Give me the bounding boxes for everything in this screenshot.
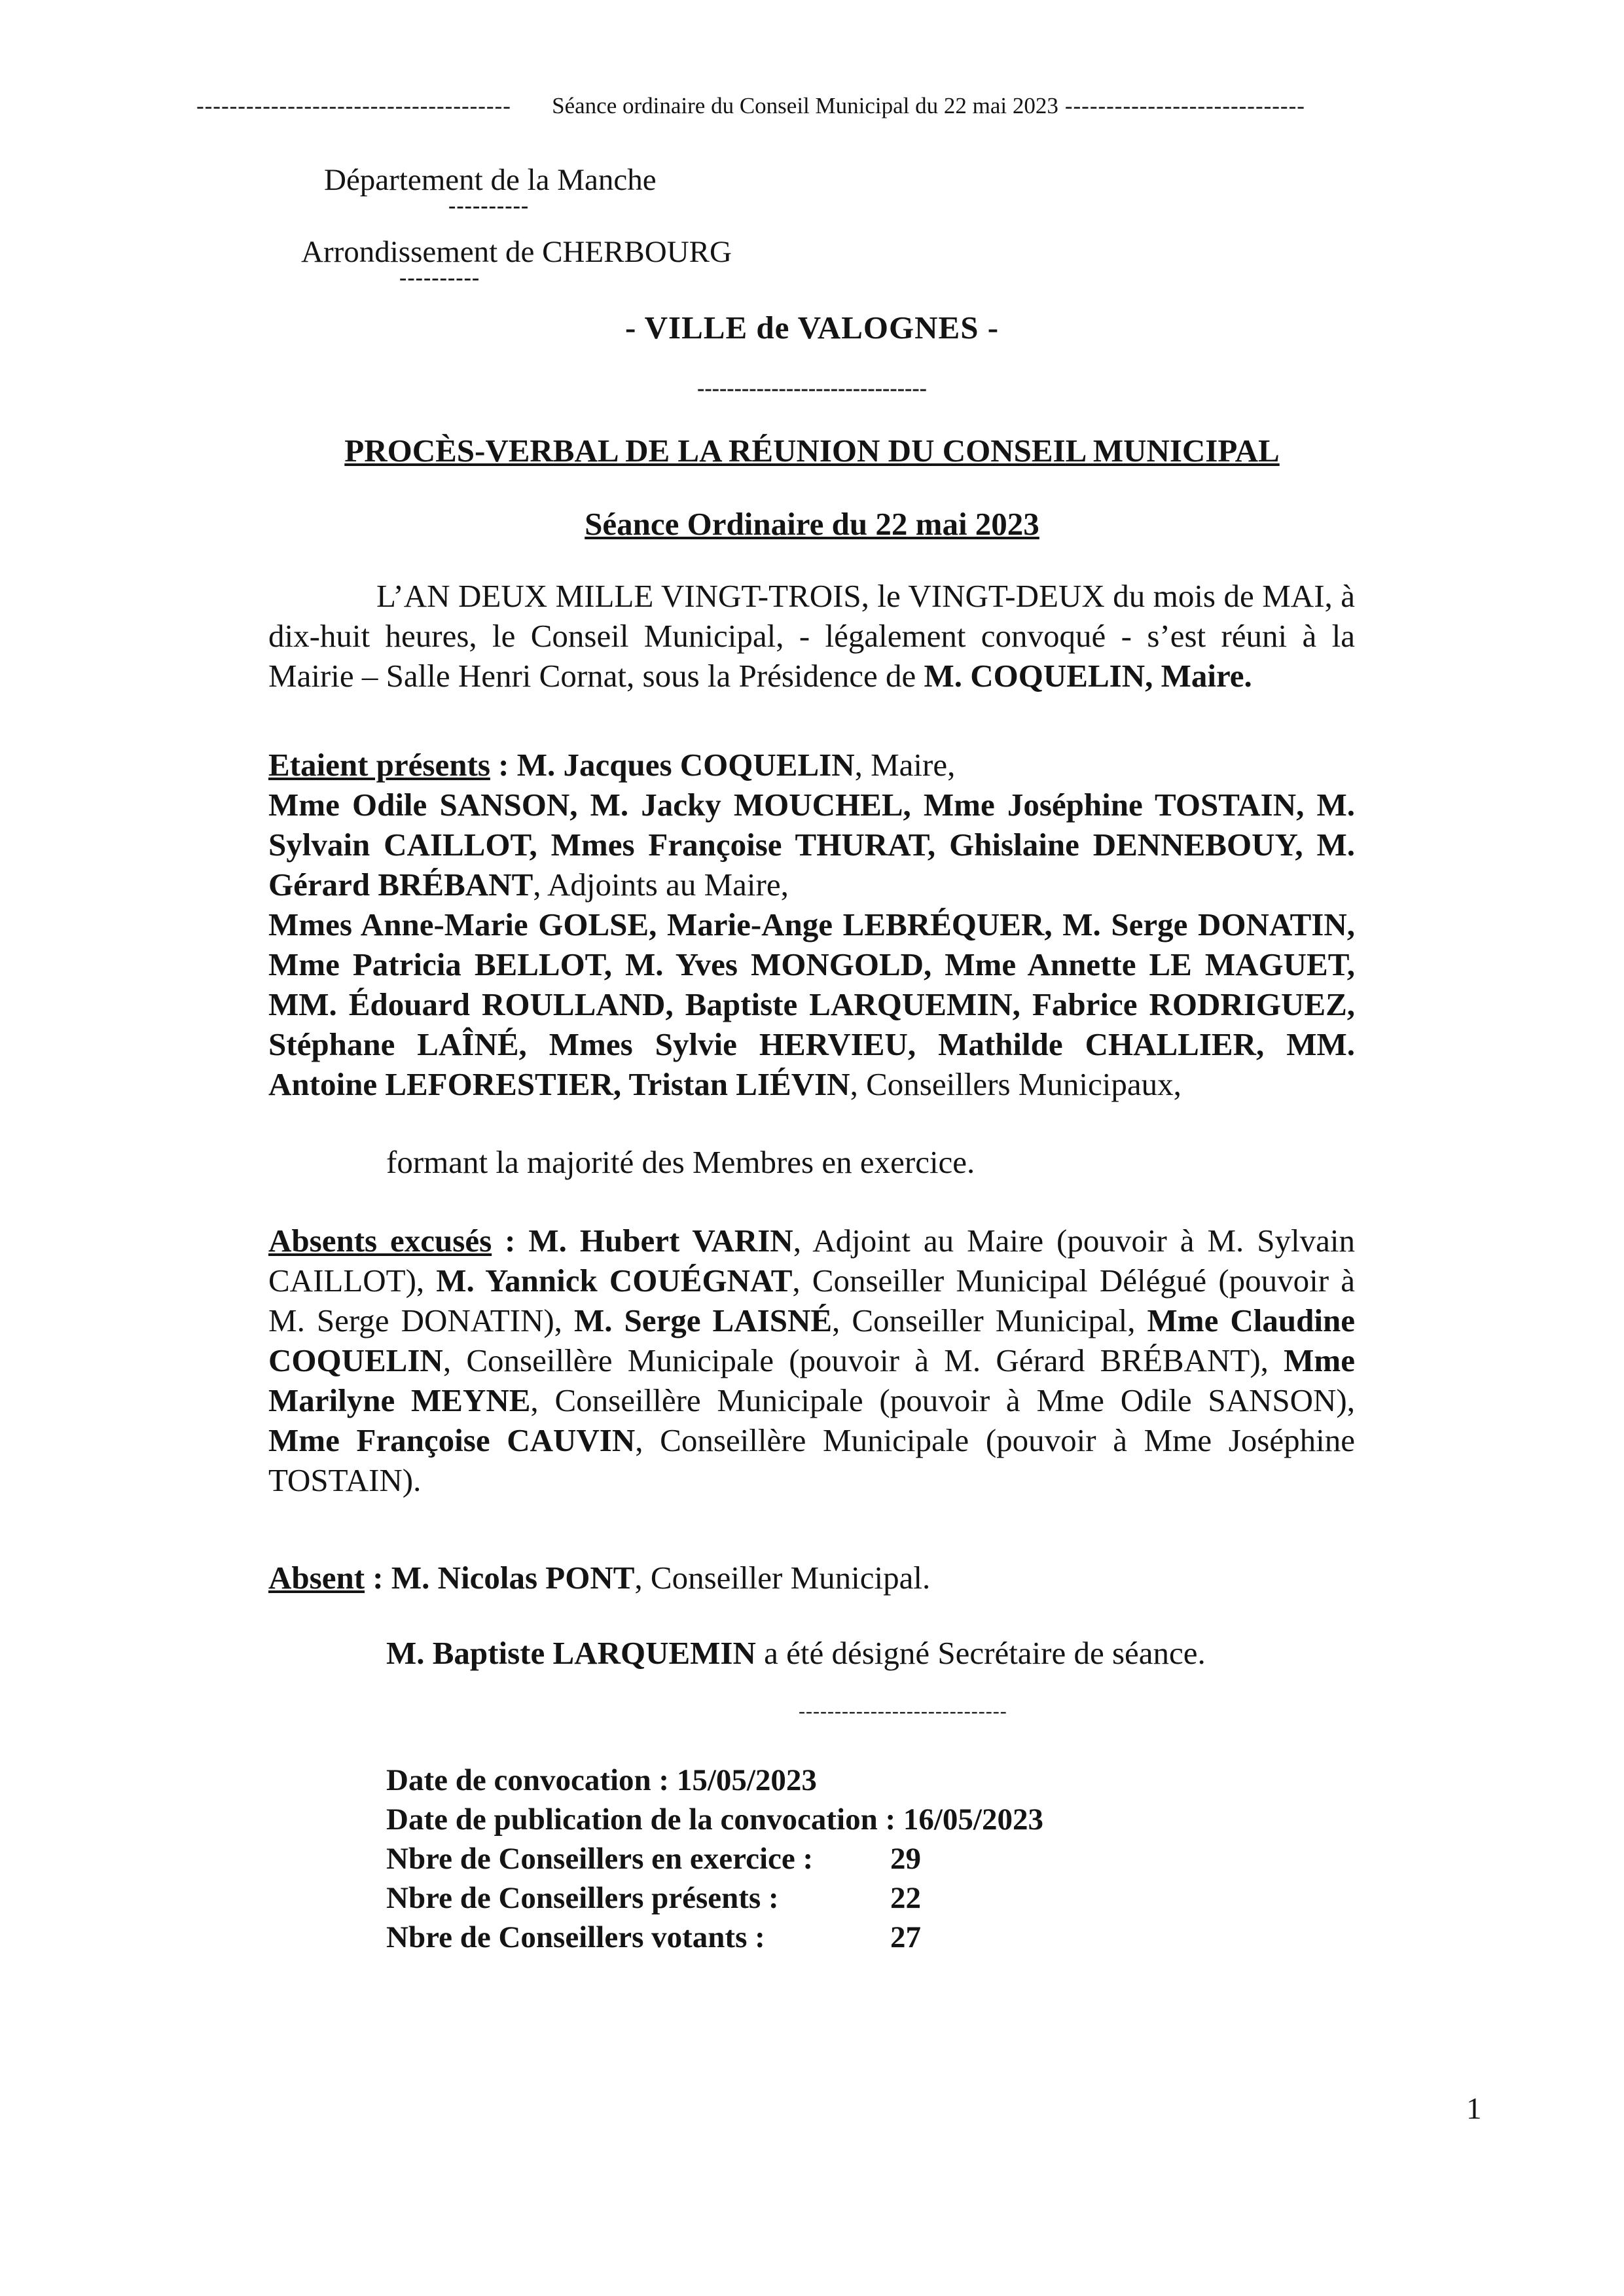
stat-row xyxy=(386,1800,1043,1839)
page-number: 1 xyxy=(1466,2092,1482,2126)
mayor-role: , Maire, xyxy=(854,747,956,783)
adjoints-role: , Adjoints au Maire, xyxy=(533,867,789,903)
secretary-name: M. Baptiste LARQUEMIN xyxy=(386,1635,756,1671)
present-paragraph xyxy=(268,745,1355,1104)
arrondissement xyxy=(301,234,732,291)
majority-note: formant la majorité des Membres en exercice. xyxy=(386,1144,975,1180)
separator: ---------- xyxy=(399,266,480,290)
absent-name: Mme Claudine COQUELIN xyxy=(268,1302,1355,1378)
present-label: Etaient présents xyxy=(268,747,490,783)
stat-row xyxy=(386,1761,1043,1800)
intro-text: L’AN DEUX MILLE VINGT-TROIS, le VINGT-DEUX du mois de MAI, à dix-huit heures, le Conseil Municipal, - légalement convoqué - s’est réuni à la Mairie – Salle Henri Cornat, sous la Présidence de xyxy=(268,578,1355,694)
absents-excuses-label: Absents excusés xyxy=(268,1223,492,1259)
running-header xyxy=(196,93,1414,119)
stat-label: Nbre de Conseillers présents : xyxy=(386,1881,779,1915)
header-title: Séance ordinaire du Conseil Municipal du 22 mai 2023 xyxy=(552,93,1058,118)
arrondissement-name: Arrondissement de CHERBOURG xyxy=(301,235,732,269)
adjoints-list: Mme Odile SANSON, M. Jacky MOUCHEL, Mme Joséphine TOSTAIN, M. Sylvain CAILLOT, Mmes Françoise THURAT, Ghislaine DENNEBOUY, M. Gérard BRÉBANT xyxy=(268,787,1355,903)
header-dashes-right: ----------------------------- xyxy=(1064,93,1305,118)
absent-text: , Conseillère Municipale (pouvoir à M. Gérard BRÉBANT), xyxy=(442,1342,1284,1378)
absent-name: M. Yannick COUÉGNAT xyxy=(436,1263,793,1299)
absent-name: : M. Hubert VARIN xyxy=(492,1223,793,1259)
separator: ----------------------------- xyxy=(799,1700,1007,1722)
stat-row xyxy=(386,1839,1043,1878)
absents-excuses-paragraph xyxy=(268,1221,1355,1500)
stat-label: Nbre de Conseillers en exercice : xyxy=(386,1842,814,1876)
stat-label: Date de publication de la convocation : 16/05/2023 xyxy=(386,1803,1043,1837)
stat-value: 29 xyxy=(890,1842,921,1876)
absent-name: Mme Françoise CAUVIN xyxy=(268,1422,636,1458)
absent-name: M. Serge LAISNÉ xyxy=(573,1302,833,1338)
absent-text: , Conseiller Municipal, xyxy=(832,1302,1147,1338)
header-dashes-left: -------------------------------------- xyxy=(196,93,511,118)
absent-member-role: , Conseiller Municipal. xyxy=(634,1560,931,1596)
separator: ------------------------------- xyxy=(697,376,927,401)
absent-paragraph xyxy=(268,1558,1355,1598)
absent-label: Absent xyxy=(268,1560,365,1596)
page-title: PROCÈS-VERBAL DE LA RÉUNION DU CONSEIL MUNICIPAL xyxy=(344,433,1280,469)
department-name: Département de la Manche xyxy=(324,163,657,197)
conseillers-list: Mmes Anne-Marie GOLSE, Marie-Ange LEBRÉQUER, M. Serge DONATIN, Mme Patricia BELLOT, M. Yves MONGOLD, Mme Annette LE MAGUET, MM. Édouard ROULLAND, Baptiste LARQUEMIN, Fabrice RODRIGUEZ, Stéphane LAÎNÉ, Mmes Sylvie HERVIEU, Mathilde CHALLIER, MM. Antoine LEFORESTIER, Tristan LIÉVIN xyxy=(268,906,1355,1102)
absent-text: , Conseillère Municipale (pouvoir à Mme Joséphine TOSTAIN). xyxy=(268,1422,1355,1498)
session-stats xyxy=(386,1761,1043,1957)
stat-row xyxy=(386,1878,1043,1918)
stat-value: 27 xyxy=(890,1920,921,1954)
absent-name: Mme Marilyne MEYNE xyxy=(268,1342,1355,1418)
absent-text: , Conseiller Municipal Délégué (pouvoir à M. Serge DONATIN), xyxy=(268,1263,1355,1338)
conseillers-role: , Conseillers Municipaux, xyxy=(850,1066,1182,1102)
absent-text: , Conseillère Municipale (pouvoir à Mme Odile SANSON), xyxy=(530,1382,1355,1418)
session-subtitle: Séance Ordinaire du 22 mai 2023 xyxy=(585,506,1039,542)
department xyxy=(324,162,657,219)
stat-label: Nbre de Conseillers votants : xyxy=(386,1920,765,1954)
absent-text: , Adjoint au Maire (pouvoir à M. Sylvain CAILLOT), xyxy=(268,1223,1355,1299)
secretary-text: a été désigné Secrétaire de séance. xyxy=(755,1635,1206,1671)
intro-paragraph xyxy=(268,576,1355,696)
mayor-name: : M. Jacques COQUELIN xyxy=(490,747,855,783)
absent-member: : M. Nicolas PONT xyxy=(365,1560,635,1596)
stat-value: 22 xyxy=(890,1881,921,1915)
president: M. COQUELIN, Maire. xyxy=(924,658,1252,694)
stat-label: Date de convocation : 15/05/2023 xyxy=(386,1763,817,1797)
separator: ---------- xyxy=(448,194,530,218)
city-name: - VILLE de VALOGNES - xyxy=(624,310,1000,346)
stat-row xyxy=(386,1918,1043,1957)
secretary-paragraph xyxy=(386,1633,1355,1673)
